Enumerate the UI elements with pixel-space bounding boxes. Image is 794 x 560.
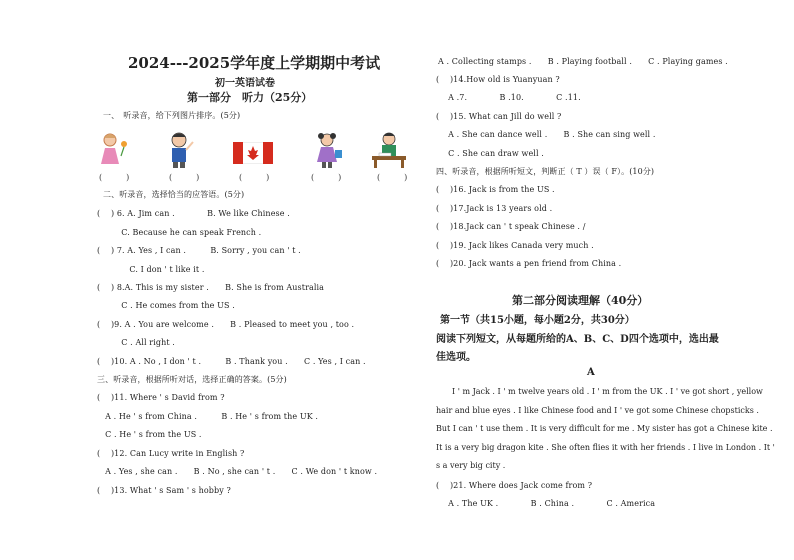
boy-writing-icon	[369, 130, 409, 170]
question-line: ( ) 7. A. Yes , I can . B. Sorry , you can ' t .	[97, 246, 301, 255]
question-line: C . All right .	[97, 338, 175, 347]
passage-line: But I can ' t use them . It is very difficult for me . My sister has got a Chinese kite .	[436, 424, 773, 433]
section1-heading: 一、 听录音，给下列图片排序。(5分)	[103, 111, 241, 120]
girl-with-flower-icon	[97, 130, 131, 170]
question-line: ( )15. What can Jill do well ?	[436, 112, 562, 121]
passage-line: hair and blue eyes . I like Chinese food and I ' ve got some Chinese chopsticks .	[436, 406, 759, 415]
instruction-line: 阅读下列短文，从每题所给的A、B、C、D四个选项中，选出最	[436, 334, 719, 345]
section-note: 第一节（共15小题，每小题2分，共30分）	[440, 315, 635, 326]
question-line: A . Yes , she can . B . No , she can ' t . C . We don ' t know .	[97, 467, 378, 476]
passage-line: I ' m Jack . I ' m twelve years old . I ' m from the UK . I ' ve got short , yellow	[436, 387, 763, 396]
passage-label: A	[587, 367, 595, 378]
question-line: C . He ' s from the US .	[97, 430, 202, 439]
question-line: ( )10. A . No , I don ' t . B . Thank you . C . Yes , I can .	[97, 357, 366, 366]
question-line: C. I don ' t like it .	[97, 265, 205, 274]
section2-heading: 二、听录音，选择恰当的应答语。(5分)	[103, 190, 245, 199]
question-line: ( )21. Where does Jack come from ?	[436, 481, 593, 490]
question-line: C . He comes from the US .	[97, 301, 235, 310]
question-line: ( )9. A . You are welcome . B . Pleased to meet you , too .	[97, 320, 355, 329]
question-line: C . She can draw well .	[440, 149, 544, 158]
question-line: ( ) 6. A. Jim can . B. We like Chinese .	[97, 209, 290, 218]
question-line: ( )19. Jack likes Canada very much .	[436, 241, 594, 250]
picture-blank-2[interactable]: ( )	[169, 173, 200, 182]
canada-flag-icon	[233, 142, 273, 164]
part1-heading: 第一部分 听力（25分）	[187, 91, 313, 104]
boy-waving-icon	[163, 130, 197, 170]
question-line: A .7. B .10. C .11.	[440, 93, 581, 102]
passage-line: It is a very big dragon kite . She often flies it with her friends . I live in London . It '	[436, 443, 775, 452]
passage-line: s a very big city .	[436, 461, 506, 470]
exam-subtitle: 初一英语试卷	[215, 78, 275, 89]
picture-blank-1[interactable]: ( )	[99, 173, 130, 182]
question-line: ( ) 8.A. This is my sister . B. She is from Australia	[97, 283, 325, 292]
section4-heading: 四、听录音，根据所听短文，判断正（ T ）误（ F）。(10分)	[436, 167, 655, 176]
part2-heading: 第二部分阅读理解（40分）	[512, 294, 649, 307]
picture-blank-4[interactable]: ( )	[311, 173, 342, 182]
question-line: ( )14.How old is Yuanyuan ?	[436, 75, 560, 84]
page-title: 2024---2025学年度上学期期中考试	[128, 54, 381, 72]
question-line: ( )11. Where ' s David from ?	[97, 393, 225, 402]
question-line: A . Collecting stamps . B . Playing football . C . Playing games .	[438, 57, 728, 66]
picture-strip	[97, 130, 419, 180]
question-line: A . She can dance well . B . She can sing well .	[440, 130, 656, 139]
question-line: A . He ' s from China . B . He ' s from the UK .	[97, 412, 319, 421]
question-line: ( )13. What ' s Sam ' s hobby ?	[97, 486, 231, 495]
question-line: ( )18.Jack can ' t speak Chinese . /	[436, 222, 586, 231]
girl-with-bag-icon	[311, 130, 345, 170]
section3-heading: 三、听录音，根据所听对话，选择正确的答案。(5分)	[97, 375, 287, 384]
picture-blank-5[interactable]: ( )	[377, 173, 408, 182]
question-line: C. Because he can speak French .	[97, 228, 262, 237]
picture-blank-3[interactable]: ( )	[239, 173, 270, 182]
question-line: A . The UK . B . China . C . America	[440, 499, 656, 508]
question-line: ( )16. Jack is from the US .	[436, 185, 555, 194]
question-line: ( )17.Jack is 13 years old .	[436, 204, 553, 213]
question-line: ( )20. Jack wants a pen friend from China .	[436, 259, 622, 268]
question-line: ( )12. Can Lucy write in English ?	[97, 449, 245, 458]
instruction-line: 佳选项。	[436, 352, 476, 363]
